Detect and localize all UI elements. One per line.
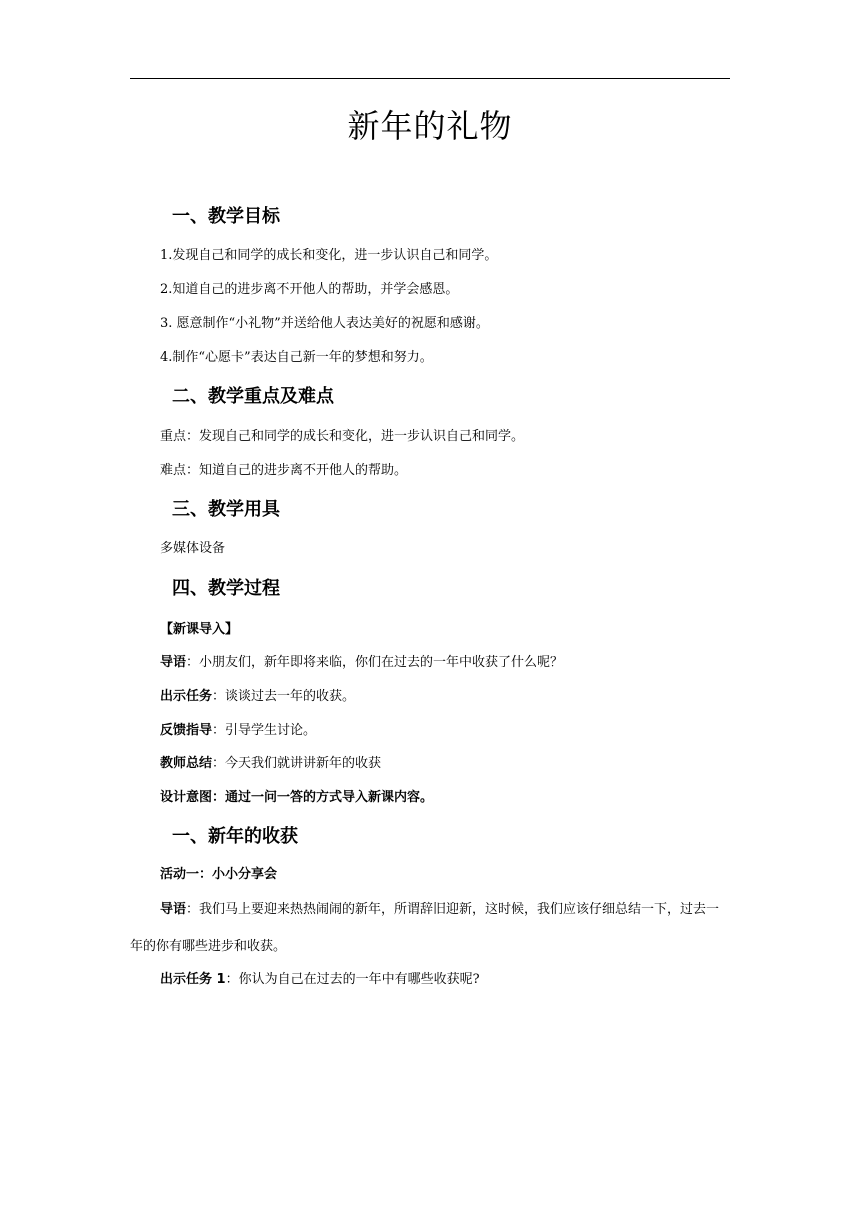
row-text: 今天我们就讲讲新年的收获 [225, 756, 382, 771]
row-separator: ： [186, 655, 200, 670]
key-point: 重点：发现自己和同学的成长和变化，进一步认识自己和同学。 [160, 429, 525, 444]
goal-item-3: 3. 愿意制作“小礼物”并送给他人表达美好的祝愿和感谢。 [160, 316, 489, 331]
design-intent: 设计意图：通过一问一答的方式导入新课内容。 [160, 790, 434, 805]
row-label: 导语 [160, 655, 187, 670]
row-separator: ： [212, 723, 226, 738]
row-separator: ： [212, 756, 226, 771]
section-heading-key-points: 二、教学重点及难点 [172, 386, 334, 407]
row-text: 小朋友们，新年即将来临，你们在过去的一年中收获了什么呢？ [199, 655, 564, 670]
process-row-guide [160, 653, 563, 673]
activity-title: 活动一：小小分享会 [160, 867, 278, 882]
difficult-point: 难点：知道自己的进步离不开他人的帮助。 [160, 463, 408, 478]
task-label: 出示任务 1 [160, 972, 226, 987]
process-row-task [160, 687, 355, 707]
process-row-feedback [160, 721, 316, 741]
goal-item-2: 2.知道自己的进步离不开他人的帮助，并学会感恩。 [160, 282, 459, 297]
intro-label: 【新课导入】 [160, 622, 239, 637]
harvest-task [160, 970, 480, 990]
section-heading-tools: 三、教学用具 [172, 499, 280, 520]
row-separator: ： [212, 689, 226, 704]
row-text: 引导学生讨论。 [225, 723, 317, 738]
section-heading-goals: 一、教学目标 [172, 206, 280, 227]
section-heading-process: 四、教学过程 [172, 578, 280, 599]
row-label: 教师总结 [160, 756, 213, 771]
paragraph-text: ：我们马上要迎来热热闹闹的新年，所谓辞旧迎新，这时候，我们应该仔细总结一下，过去一年的你有哪些进步和收获。 [130, 902, 720, 954]
goal-item-1: 1.发现自己和同学的成长和变化，进一步认识自己和同学。 [160, 248, 498, 263]
document-title: 新年的礼物 [347, 107, 513, 145]
harvest-guide-paragraph [130, 891, 730, 965]
row-label: 反馈指导 [160, 723, 213, 738]
section-heading-harvest: 一、新年的收获 [172, 826, 298, 847]
tools-text: 多媒体设备 [160, 541, 226, 556]
row-text: 谈谈过去一年的收获。 [225, 689, 356, 704]
goal-item-4: 4.制作“心愿卡”表达自己新一年的梦想和努力。 [160, 350, 433, 365]
header-rule [130, 78, 730, 79]
process-row-summary [160, 754, 381, 774]
paragraph-label: 导语 [160, 902, 187, 917]
row-label: 出示任务 [160, 689, 213, 704]
task-text: ：你认为自己在过去的一年中有哪些收获呢? [225, 972, 480, 987]
